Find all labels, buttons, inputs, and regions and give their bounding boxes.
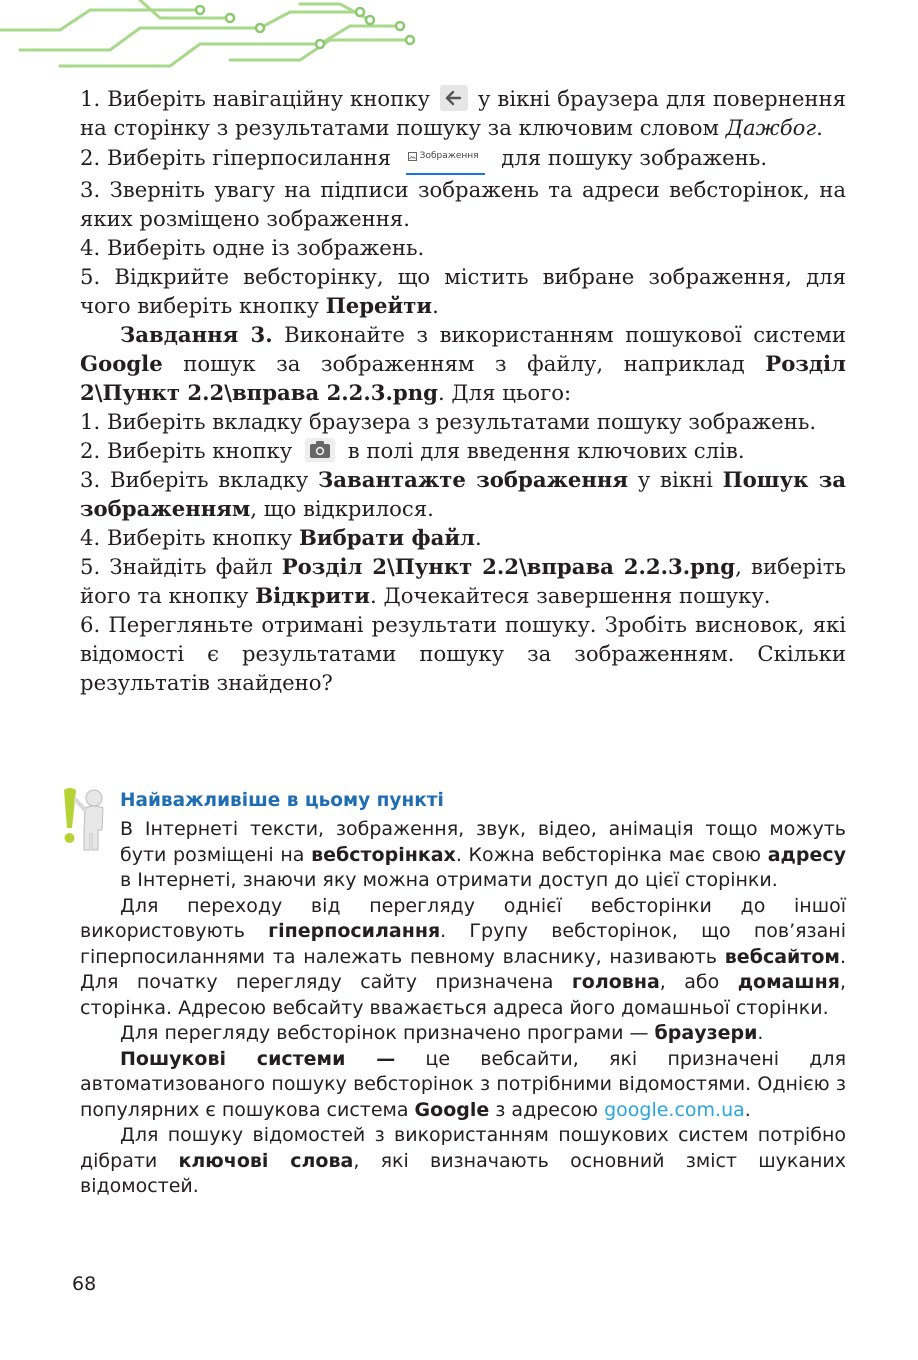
step-review-results: 6. Перегляньте отримані результати пошуку. Зробіть висновок, які відомості є результатами пошуку за зображенням. Скільки результатів знайдено? (80, 612, 846, 695)
step-camera-button: 2. Виберіть кнопку в полі для введення ключових слів. (80, 438, 745, 463)
google-url-link[interactable]: google.com.ua (604, 1098, 745, 1121)
step-images-link: 2. Виберіть гіперпосилання Зображення для пошуку зображень. (80, 142, 846, 175)
camera-icon (305, 438, 335, 462)
summary-paragraph: В Інтернеті тексти, зображення, звук, відео, анімація тощо можуть бути розміщені на вебсторінках. Кожна вебсторінка має свою адресу в Інтернеті, знаючи яку можна отримати доступ до цієї сторінки. (120, 818, 847, 891)
step-choose-image: 4. Виберіть одне із зображень. (80, 235, 425, 260)
step-upload-tab: 3. Виберіть вкладку Завантажте зображення у вікні Пошук за зображенням, що відкрилося. (80, 467, 847, 521)
step-find-file: 5. Знайдіть файл Розділ 2\Пункт 2.2\вправа 2.2.3.png, виберіть його та кнопку Відкрити. Дочекайтеся завершення пошуку. (80, 554, 846, 608)
summary-paragraph: Для пошуку відомостей з використанням пошукових систем потрібно дібрати ключові слова, які визначають основний зміст шуканих відомостей. (80, 1124, 846, 1197)
summary-paragraph: Для переходу від перегляду однієї вебсторінки до іншої використовують гіперпосилання. Групу вебсторінок, що пов’язані гіперпосиланнями та належать певному власнику, називають вебсайтом. Для початку перегляду сайту призначена головна, або домашня, сторінка. Адресою вебсайту вважається адреса його домашньої сторінки. (80, 894, 847, 1019)
summary-heading: Найважливіше в цьому пункті (120, 790, 444, 811)
step-select-tab: 1. Виберіть вкладку браузера з результатами пошуку зображень. (80, 409, 817, 434)
summary-text (80, 817, 846, 1200)
summary-paragraph: Для перегляду вебсторінок призначено програми — браузери. (120, 1022, 764, 1044)
summary-paragraph: Пошукові системи — це вебсайти, які призначені для автоматизованого пошуку вебсторінок з потрібними відомостями. Однією з популярних є пошукова система Google з адресою google.com.ua. (80, 1047, 847, 1121)
task-instructions (80, 84, 846, 697)
back-arrow-icon (440, 85, 468, 111)
circuit-decoration (0, 0, 430, 72)
image-icon (408, 152, 417, 161)
task-3-heading: Завдання 3. Виконайте з використанням пошукової системи Google пошук за зображенням з файлу, наприклад Розділ 2\Пункт 2.2\вправа 2.2.3.png. Для цього: (80, 322, 846, 405)
page-number: 68 (72, 1273, 97, 1295)
images-tab-link: Зображення (406, 142, 485, 175)
step-back-to-results: 1. Виберіть навігаційну кнопку у вікні браузера для повернення на сторінку з результатами пошуку за ключовим словом Дажбог. (80, 86, 846, 140)
step-open-page: 5. Відкрийте вебсторінку, що містить вибране зображення, для чого виберіть кнопку Перейти. (80, 264, 846, 318)
step-choose-file: 4. Виберіть кнопку Вибрати файл. (80, 525, 482, 550)
step-note-captions: 3. Зверніть увагу на підписи зображень та адреси вебсторінок, на яких розміщено зображення. (80, 177, 846, 231)
